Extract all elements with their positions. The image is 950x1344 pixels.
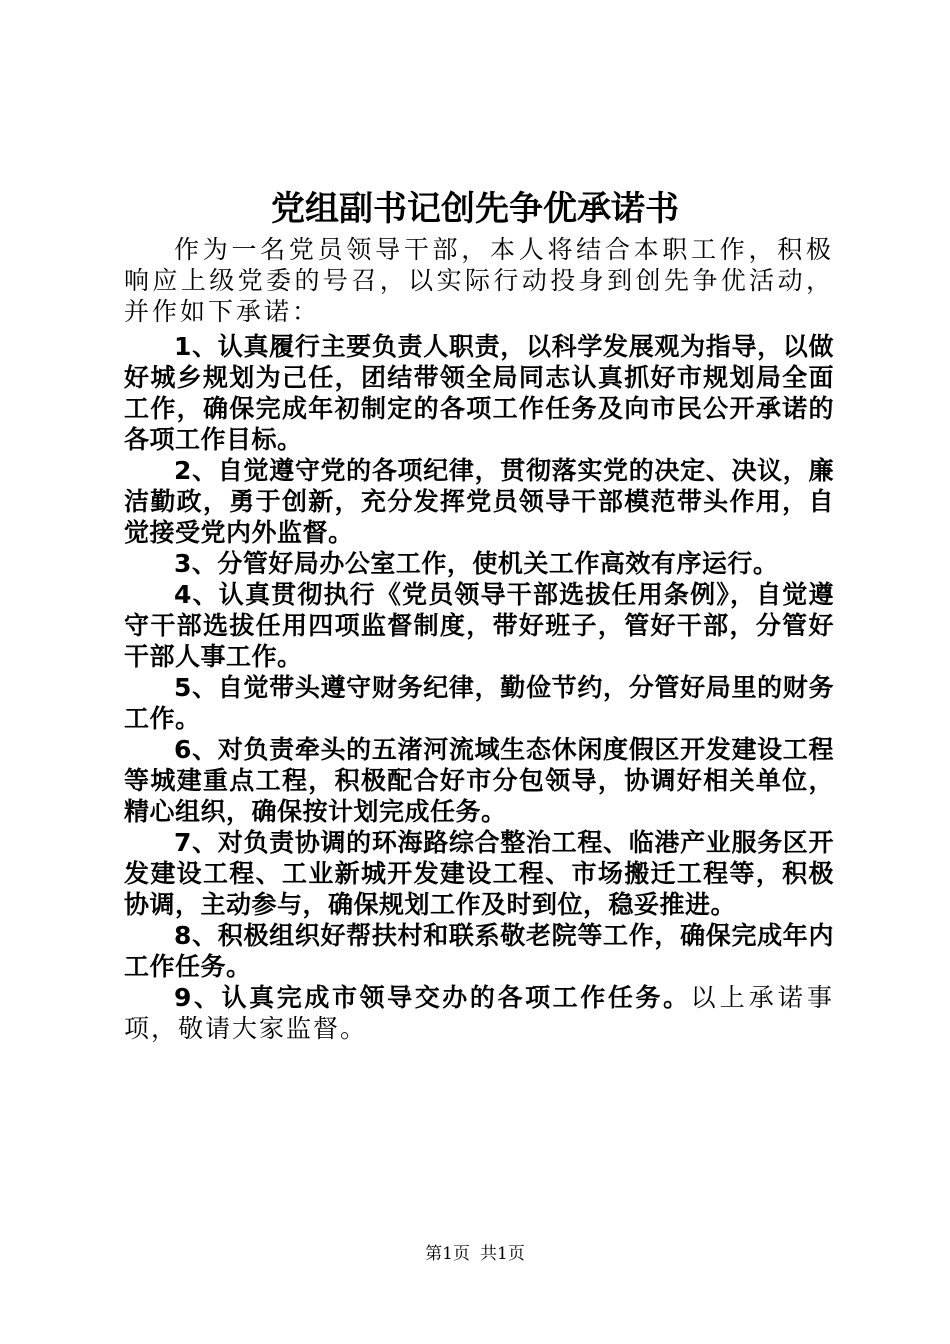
commitment-item-5: 5、自觉带头遵守财务纪律，勤俭节约，分管好局里的财务工作。 [124,673,834,733]
commitment-item-9: 9、认真完成市领导交办的各项工作任务。 [174,983,691,1012]
commitment-item-6: 6、对负责牵头的五渚河流域生态休闲度假区开发建设工程等城建重点工程，积极配合好市分包领导，协调好相关单位，精心组织，确保按计划完成任务。 [124,735,834,826]
commitment-item-7: 7、对负责协调的环海路综合整治工程、临港产业服务区开发建设工程、工业新城开发建设工程、市场搬迁工程等，积极协调，主动参与，确保规划工作及时到位，稳妥推进。 [124,828,834,919]
commitment-item-9-paragraph [124,982,834,1044]
intro-paragraph: 作为一名党员领导干部，本人将结合本职工作，积极响应上级党委的号召，以实际行动投身到创先争优活动，并作如下承诺： [124,235,834,326]
closing-statement: 以上承诺事项，敬请大家监督。 [124,983,834,1043]
page-total: 共1页 [480,1244,525,1264]
commitment-item-8: 8、积极组织好帮扶村和联系敬老院等工作，确保完成年内工作任务。 [124,921,834,981]
commitment-item-4: 4、认真贯彻执行《党员领导干部选拔任用条例》，自觉遵守干部选拔任用四项监督制度，带好班子，管好干部，分管好干部人事工作。 [124,580,834,671]
page-number: 第1页 [425,1244,470,1264]
commitment-item-3: 3、分管好局办公室工作，使机关工作高效有序运行。 [174,549,779,578]
commitment-item-1: 1、认真履行主要负责人职责，以科学发展观为指导，以做好城乡规划为己任，团结带领全局同志认真抓好市规划局全面工作，确保完成年初制定的各项工作任务及向市民公开承诺的各项工作目标。 [124,332,834,454]
document-title: 党组副书记创先争优承诺书 [271,189,679,229]
document-body [124,234,834,1044]
page-footer [0,1242,950,1266]
commitment-item-2: 2、自觉遵守党的各项纪律，贯彻落实党的决定、决议，廉洁勤政，勇于创新，充分发挥党员领导干部模范带头作用，自觉接受党内外监督。 [124,456,834,547]
